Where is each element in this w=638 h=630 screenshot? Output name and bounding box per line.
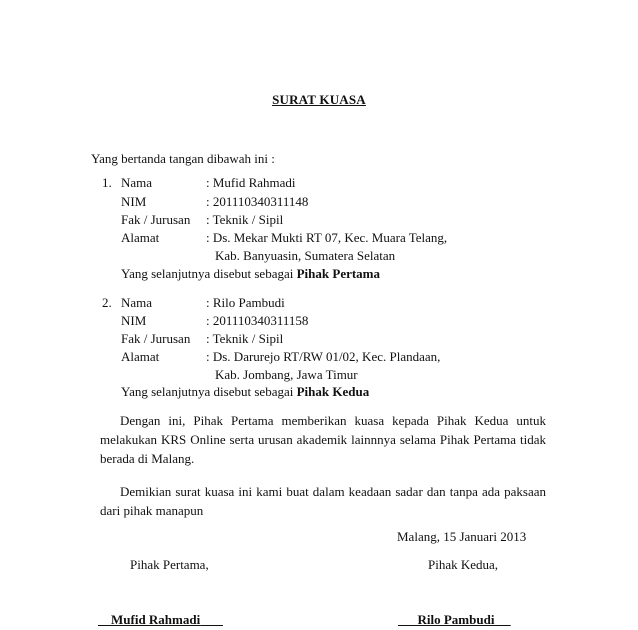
left-signer-name-text: Mufid Rahmadi	[111, 612, 201, 627]
party-1-address-line2: Kab. Banyuasin, Sumatera Selatan	[215, 248, 396, 263]
party-1-value-nama: : Mufid Rahmadi	[206, 175, 296, 190]
party-1-value-nim: : 201110340311148	[206, 194, 309, 209]
party-2-value-faculty: : Teknik / Sipil	[206, 331, 284, 346]
closing-paragraph: Demikian surat kuasa ini kami buat dalam keadaan sadar dan tanpa ada paksaan dari pihak manapun	[100, 484, 546, 518]
party-1-label-address: Alamat	[121, 230, 160, 245]
party-2-designation-name: Pihak Kedua	[296, 384, 370, 399]
party-2-designation-prefix: Yang selanjutnya disebut sebagai	[121, 384, 297, 399]
right-signer-name-text: Rilo Pambudi	[417, 612, 495, 627]
party-1-designation-prefix: Yang selanjutnya disebut sebagai	[121, 266, 297, 281]
party-2-address-line2: Kab. Jombang, Jawa Timur	[215, 367, 358, 382]
party-2-label-nim: NIM	[121, 313, 147, 328]
party-2-designation	[121, 382, 369, 401]
party-2-value-nama: : Rilo Pambudi	[206, 295, 285, 310]
party-1-value-faculty: : Teknik / Sipil	[206, 212, 284, 227]
party-1-label-nim: NIM	[121, 194, 147, 209]
right-signer-name	[398, 610, 511, 629]
place-date: Malang, 15 Januari 2013	[397, 529, 527, 544]
document-title: SURAT KUASA	[272, 92, 366, 107]
intro-text: Yang bertanda tangan dibawah ini :	[91, 151, 275, 166]
right-signer-role: Pihak Kedua,	[428, 557, 499, 572]
party-1-value-address: : Ds. Mekar Mukti RT 07, Kec. Muara Telang,	[206, 230, 448, 245]
party-2-label-address: Alamat	[121, 349, 160, 364]
party-2-label-faculty: Fak / Jurusan	[121, 331, 191, 346]
party-2-value-nim: : 201110340311158	[206, 313, 309, 328]
authorization-paragraph: Dengan ini, Pihak Pertama memberikan kuasa kepada Pihak Kedua untuk melakukan KRS Online serta urusan akademik lainnnya selama Pihak Pertama tidak berada di Malang.	[100, 413, 546, 466]
party-1-designation-name: Pihak Pertama	[296, 266, 381, 281]
party-1-label-faculty: Fak / Jurusan	[121, 212, 191, 227]
party-2-label-nama: Nama	[121, 295, 153, 310]
left-signer-role: Pihak Pertama,	[130, 557, 209, 572]
party-2-number: 2.	[102, 295, 112, 310]
left-signer-name	[98, 610, 223, 629]
party-2-value-address: : Ds. Darurejo RT/RW 01/02, Kec. Plandaan,	[206, 349, 441, 364]
party-1-number: 1.	[102, 175, 112, 190]
party-1-designation	[121, 264, 380, 283]
party-1-label-nama: Nama	[121, 175, 153, 190]
